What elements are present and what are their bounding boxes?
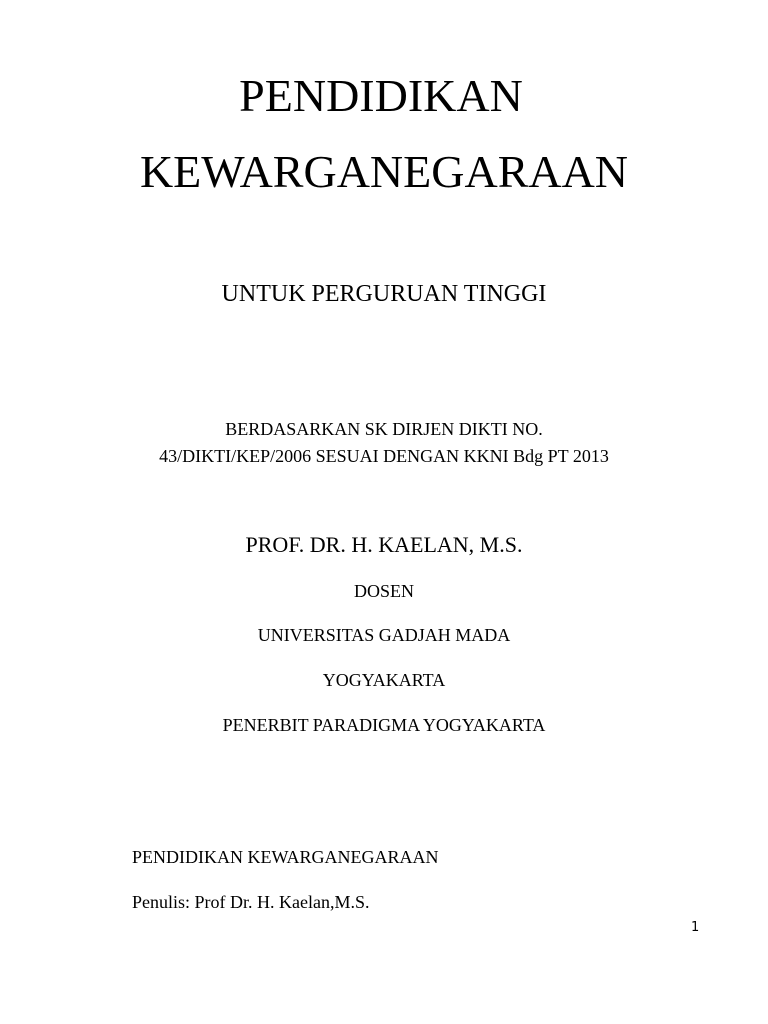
publisher-name: PENERBIT PARADIGMA YOGYAKARTA xyxy=(222,715,546,735)
legal-basis-line-2: 43/DIKTI/KEP/2006 SESUAI DENGAN KKNI Bdg PT 2013 xyxy=(159,446,609,466)
subtitle: UNTUK PERGURUAN TINGGI xyxy=(221,281,547,307)
footer-book-title: PENDIDIKAN KEWARGANEGARAAN xyxy=(132,847,439,867)
page-number: 1 xyxy=(691,920,700,935)
author-role: DOSEN xyxy=(353,581,414,601)
title-line-2: KEWARGANEGARAAN xyxy=(139,146,629,197)
author-name: PROF. DR. H. KAELAN, M.S. xyxy=(245,532,523,557)
footer-author-line: Penulis: Prof Dr. H. Kaelan,M.S. xyxy=(132,892,370,912)
legal-basis-line-1: BERDASARKAN SK DIRJEN DIKTI NO. xyxy=(225,419,543,439)
university-name: UNIVERSITAS GADJAH MADA xyxy=(257,625,511,645)
city-name: YOGYAKARTA xyxy=(322,670,446,690)
title-line-1: PENDIDIKAN xyxy=(239,70,523,121)
